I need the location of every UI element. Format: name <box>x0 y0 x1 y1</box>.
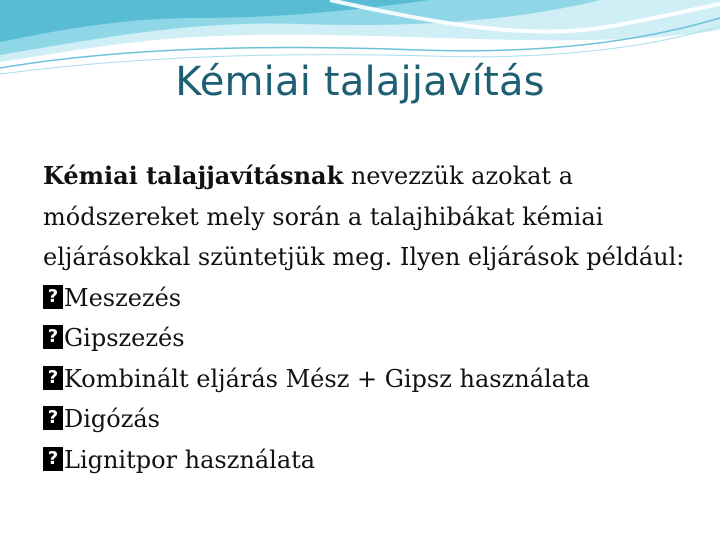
list-item-text: Gipszezés <box>64 324 185 352</box>
missing-glyph-icon: ? <box>43 366 63 390</box>
slide-body <box>43 156 693 480</box>
missing-glyph-icon: ? <box>43 285 63 309</box>
intro-paragraph <box>43 156 693 278</box>
missing-glyph-icon: ? <box>43 447 63 471</box>
list-item-text: Kombinált eljárás Mész + Gipsz használata <box>64 364 590 393</box>
list-item <box>43 399 693 440</box>
list-item <box>43 318 693 359</box>
missing-glyph-icon: ? <box>43 406 63 430</box>
missing-glyph-icon: ? <box>43 325 63 349</box>
list-item-text: Digózás <box>64 405 160 433</box>
list-item <box>43 278 693 319</box>
list-item <box>43 440 693 481</box>
list-item-text: Meszezés <box>64 283 182 312</box>
list-item <box>43 359 693 400</box>
intro-bold-term: Kémiai talajjavításnak <box>43 161 344 190</box>
intro-text: nevezzük azokat a módszereket mely során a talajhibákat kémiai eljárásokkal szüntetjük meg. Ilyen eljárások például: <box>43 162 685 271</box>
list-item-text: Lignitpor használata <box>64 445 316 474</box>
method-list <box>43 278 693 481</box>
slide-title: Kémiai talajjavítás <box>175 59 545 105</box>
